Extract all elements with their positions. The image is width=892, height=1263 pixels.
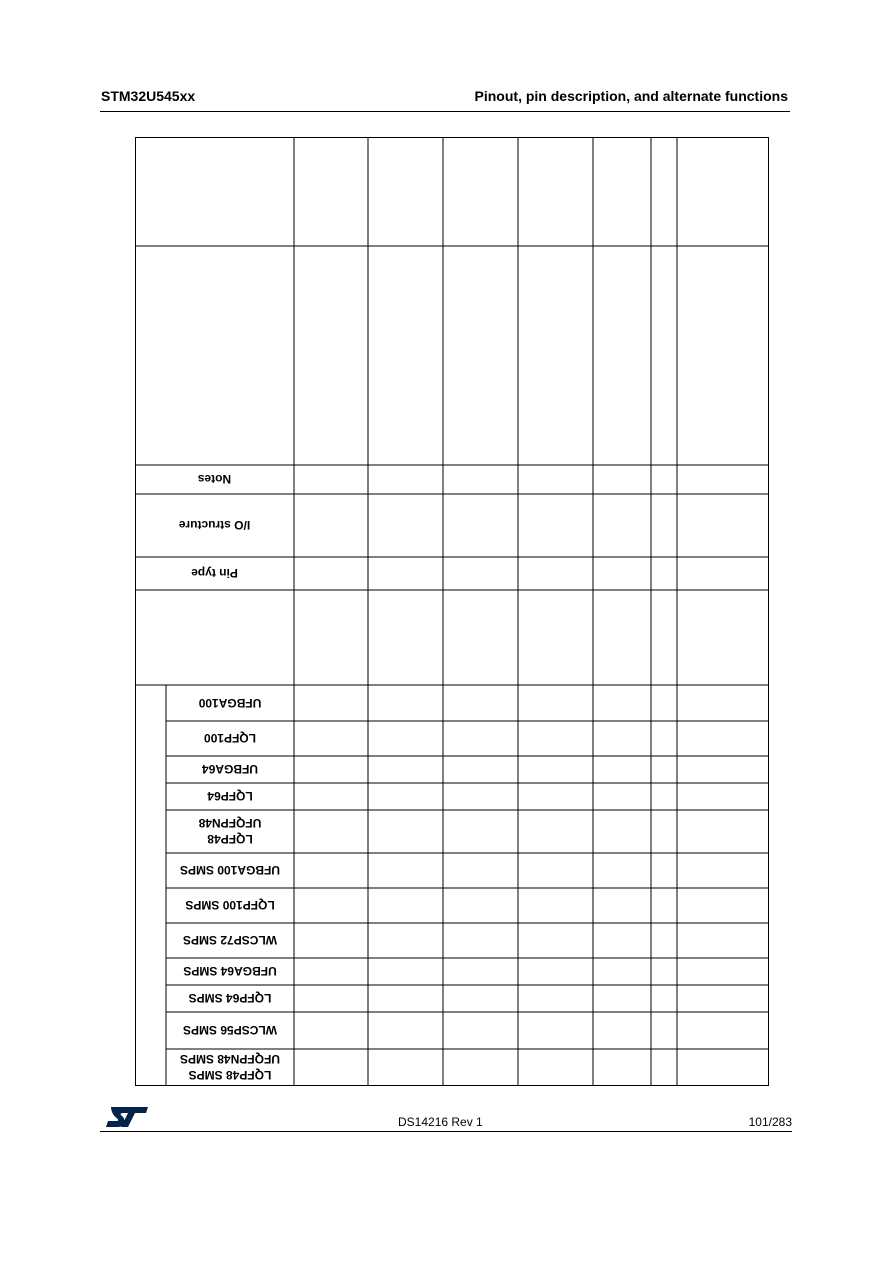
- package-label: WLCSP72 SMPS: [182, 933, 278, 948]
- package-label: LQFP48 UFQFPN48: [198, 816, 262, 847]
- package-label: WLCSP56 SMPS: [182, 1023, 278, 1038]
- package-label: UFBGA64 SMPS: [183, 964, 277, 979]
- package-label: LQFP100 SMPS: [185, 898, 275, 913]
- package-label: UFBGA64: [202, 762, 259, 777]
- pin-table: [135, 137, 769, 1086]
- section-title: Pinout, pin description, and alternate functions: [474, 88, 788, 104]
- package-label: LQFP48 SMPS UFQFPN48 SMPS: [179, 1052, 281, 1083]
- st-logo-icon: [105, 1105, 149, 1129]
- io-structure-label: I/O structure: [178, 518, 251, 533]
- document-reference: DS14216 Rev 1: [398, 1115, 483, 1129]
- footer-rule: [100, 1131, 792, 1132]
- package-label: LQFP100: [203, 731, 257, 746]
- package-label: LQFP64: [207, 789, 253, 804]
- pin-type-label: Pin type: [191, 566, 238, 581]
- package-label: UFBGA100 SMPS: [179, 863, 281, 878]
- document-id: STM32U545xx: [101, 88, 196, 104]
- header-rule: [100, 111, 790, 112]
- package-label: UFBGA100: [198, 696, 262, 710]
- page-number: 101/283: [748, 1115, 792, 1129]
- package-label: LQFP64 SMPS: [188, 991, 272, 1006]
- notes-label: Notes: [197, 472, 232, 487]
